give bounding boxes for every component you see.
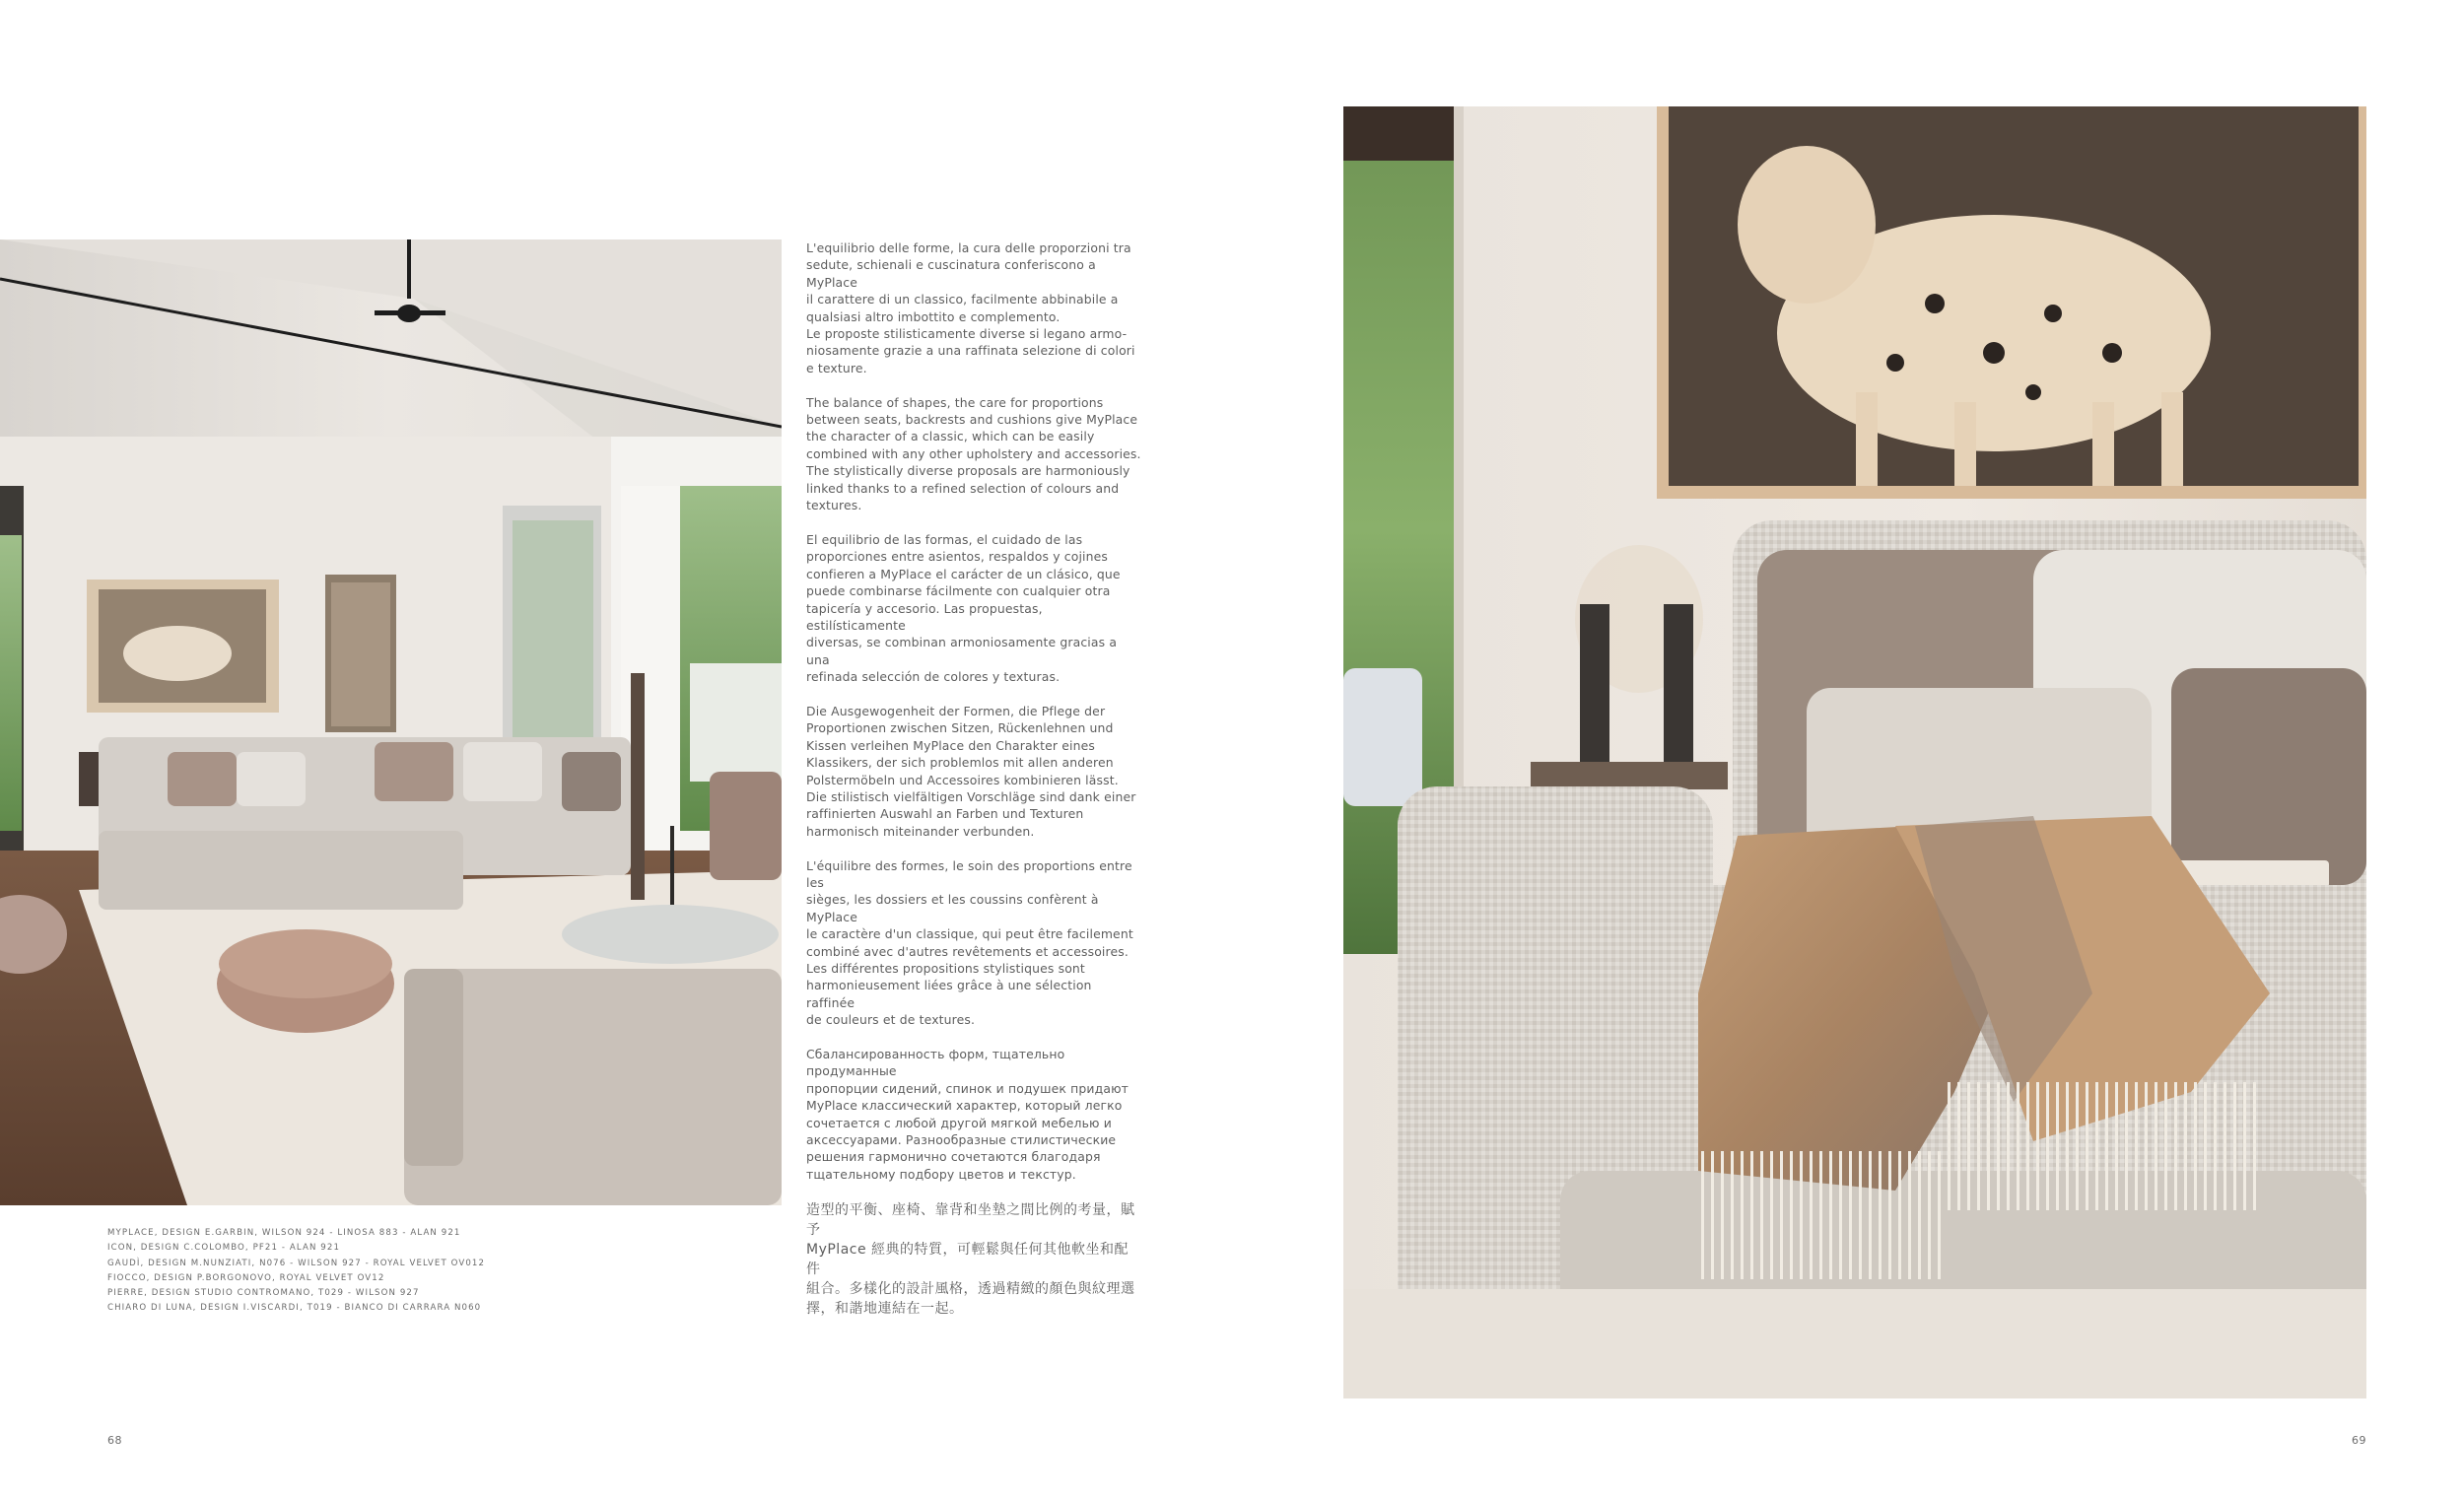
page-number-left: 68 <box>107 1434 122 1447</box>
paragraph-russian: Сбалансированность форм, тщательно продуманные пропорции сидений, спинок и подушек придают MyPlace классический характер, который легко сочетается с любой другой мягкой мебелью и аксессуарами. Разнообразные стилистические решения гармонично сочетаются благодаря тщательному подбору цветов и текстур. <box>806 1047 1129 1182</box>
page-number-right: 69 <box>2352 1434 2366 1447</box>
paragraph-italian: L'equilibrio delle forme, la cura delle proporzioni tra sedute, schienali e cuscinatura conferiscono a MyPlace il carattere di un classico, facilmente abbinabile a qualsiasi altro imbottito e complemento. Le proposte stilisticamente diverse si legano armo- niosamente grazie a una raffinata selezione di colori e texture. <box>806 240 1135 375</box>
body-copy <box>806 239 1141 1335</box>
credit-line: FIOCCO, DESIGN P.BORGONOVO, ROYAL VELVET OV12 <box>107 1272 385 1283</box>
paragraph-spanish: El equilibrio de las formas, el cuidado de las proporciones entre asientos, respaldos y cojines confieren a MyPlace el carácter de un clásico, que puede combinarse fácilmente con cualquier otra tapicería y accesorio. Las propuestas, estilísticamente diversas, se combinan armoniosamente gracias a una refinada selección de colores y texturas. <box>806 531 1121 685</box>
credit-line: ICON, DESIGN C.COLOMBO, PF21 - ALAN 921 <box>107 1243 341 1254</box>
living-room-photo <box>0 239 782 1205</box>
living-room-illustration <box>0 239 782 1205</box>
product-credits <box>107 1226 659 1317</box>
paragraph-french: L'équilibre des formes, le soin des proportions entre les sièges, les dossiers et les coussins confèrent à MyPlace le caractère d'un classique, qui peut être facilement combiné avec d'autres revêtements et accessoires. Les différentes propositions stylistiques sont harmonieusement liées grâce à une sélection raffinée de couleurs et de textures. <box>806 857 1133 1028</box>
credit-line: PIERRE, DESIGN STUDIO CONTROMANO, T029 - WILSON 927 <box>107 1288 420 1299</box>
sofa-detail-illustration <box>1343 106 2366 1398</box>
paragraph-english: The balance of shapes, the care for proportions between seats, backrests and cushions give MyPlace the character of a classic, which can be easily combined with any other upholstery and accessories. The stylistically diverse proposals are harmoniously linked thanks to a refined selection of colours and textures. <box>806 394 1141 513</box>
credit-line: MYPLACE, DESIGN E.GARBIN, WILSON 924 - LINOSA 883 - ALAN 921 <box>107 1228 461 1238</box>
paragraph-german: Die Ausgewogenheit der Formen, die Pflege der Proportionen zwischen Sitzen, Rückenlehnen und Kissen verleihen MyPlace den Charakter eines Klassikers, der sich problemlos mit allen anderen Polstermöbeln und Accessoires kombinieren lässt. Die stilistisch vielfältigen Vorschläge sind dank einer raffinierten Auswahl an Farben und Texturen harmonisch miteinander verbunden. <box>806 703 1136 839</box>
credit-line: CHIARO DI LUNA, DESIGN I.VISCARDI, T019 - BIANCO DI CARRARA N060 <box>107 1303 482 1314</box>
paragraph-chinese: 造型的平衡、座椅、靠背和坐墊之間比例的考量，賦予 MyPlace 經典的特質，可輕鬆與任何其他軟坐和配件 組合。多樣化的設計風格，透過精緻的顏色與紋理選 擇，和諧地連結在一起。 <box>806 1201 1135 1317</box>
sofa-detail-photo <box>1343 106 2366 1398</box>
credit-line: GAUDÌ, DESIGN M.NUNZIATI, N076 - WILSON 927 - ROYAL VELVET OV012 <box>107 1258 486 1268</box>
